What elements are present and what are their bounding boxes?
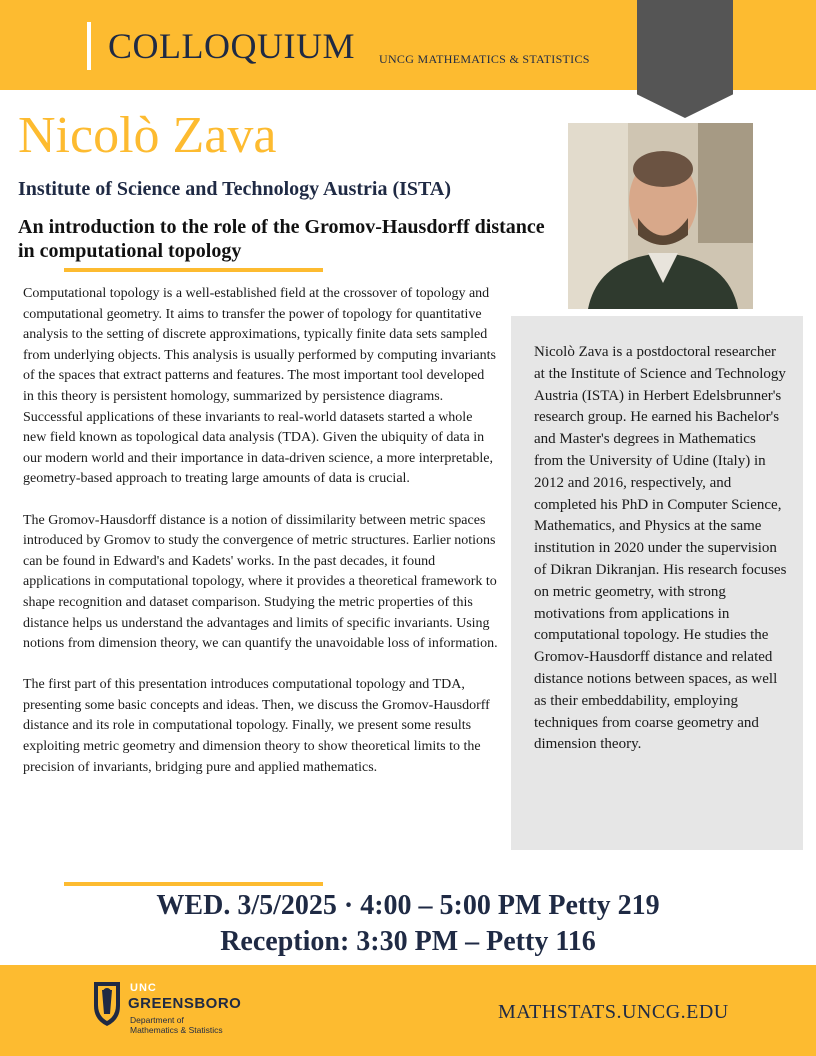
- title-underline: [64, 268, 323, 272]
- event-reception: Reception: 3:30 PM – Petty 116: [220, 926, 596, 957]
- footer-url[interactable]: MATHSTATS.UNCG.EDU: [498, 1001, 729, 1023]
- logo-unc: UNC: [130, 982, 157, 994]
- uncg-spartan-icon: [90, 978, 124, 1033]
- event-divider: [64, 882, 323, 886]
- header-divider: [87, 22, 91, 70]
- abstract: [23, 284, 498, 799]
- logo-department: [130, 1015, 223, 1035]
- header-subtitle: UNCG MATHEMATICS & STATISTICS: [379, 52, 590, 66]
- speaker-affiliation: Institute of Science and Technology Austria (ISTA): [18, 178, 452, 200]
- logo-dept-line2: Mathematics & Statistics: [130, 1025, 223, 1035]
- bookmark-ribbon: [637, 0, 733, 118]
- speaker-name: Nicolò Zava: [18, 107, 277, 164]
- speaker-bio: Nicolò Zava is a postdoctoral researcher at the Institute of Science and Technology Austria (ISTA) in Herbert Edelsbrunner's research group. He earned his Bachelor's and Master's degrees in Mathematics from the University of Udine (Italy) in 2012 and 2016, respectively, and completed his PhD in Computer Science, Mathematics, and Physics at the same institution in 2020 under the supervision of Dikran Dikranjan. His research focuses on metric geometry, with strong motivations from applications in computational topology. He studies the Gromov-Hausdorff distance and related distance notions between spaces, as well as their embeddability, employing techniques from coarse geometry and dimension theory.: [534, 344, 787, 753]
- logo-greensboro: GREENSBORO: [128, 995, 242, 1012]
- speaker-portrait-icon: [568, 123, 753, 309]
- talk-title: An introduction to the role of the Gromov-Hausdorff distance in computational topology: [18, 216, 545, 262]
- header-title: COLLOQUIUM: [108, 26, 355, 66]
- abstract-paragraph: The first part of this presentation introduces computational topology and TDA, presenting some basic concepts and ideas. Then, we discuss the Gromov-Hausdorff distance and its role in computational topology. Finally, we present some results exploiting metric geometry and dimension theory to show theoretical limits to the precision of invariants, bridging pure and applied mathematics.: [23, 677, 490, 775]
- abstract-paragraph: Computational topology is a well-established field at the crossover of topology and computational geometry. It aims to transfer the power of topology for quantitative analysis to the setting of discrete approximations, typically finite data sets sampled from underlying objects. This analysis is usually performed by computing invariants of the spaces that extract patterns and features. The most important tool developed in this theory is persistent homology, summarized by persistence diagrams. Successful applications of these invariants to real-world datasets started a whole new field known as topological data analysis (TDA). Given the ubiquity of data in our modern world and their importance in data-driven science, a more interpretable, geometry-based approach to treating large amounts of data is crucial.: [23, 286, 496, 487]
- event-datetime: WED. 3/5/2025 · 4:00 – 5:00 PM Petty 219: [156, 890, 660, 921]
- abstract-paragraph: The Gromov-Hausdorff distance is a notion of dissimilarity between metric spaces introduced by Gromov to study the convergence of metric structures. Earlier notions can be found in Edward's and Kadets' works. In the past decades, it found applications in computational topology, where it provides a theoretical framework to shape recognition and dataset comparison. Studying the metric properties of this distance helps us understand the advantages and limits of specific invariants. Using notions from dimension theory, we can quantify the unavoidable loss of information.: [23, 512, 498, 652]
- logo-dept-line1: Department of: [130, 1015, 184, 1025]
